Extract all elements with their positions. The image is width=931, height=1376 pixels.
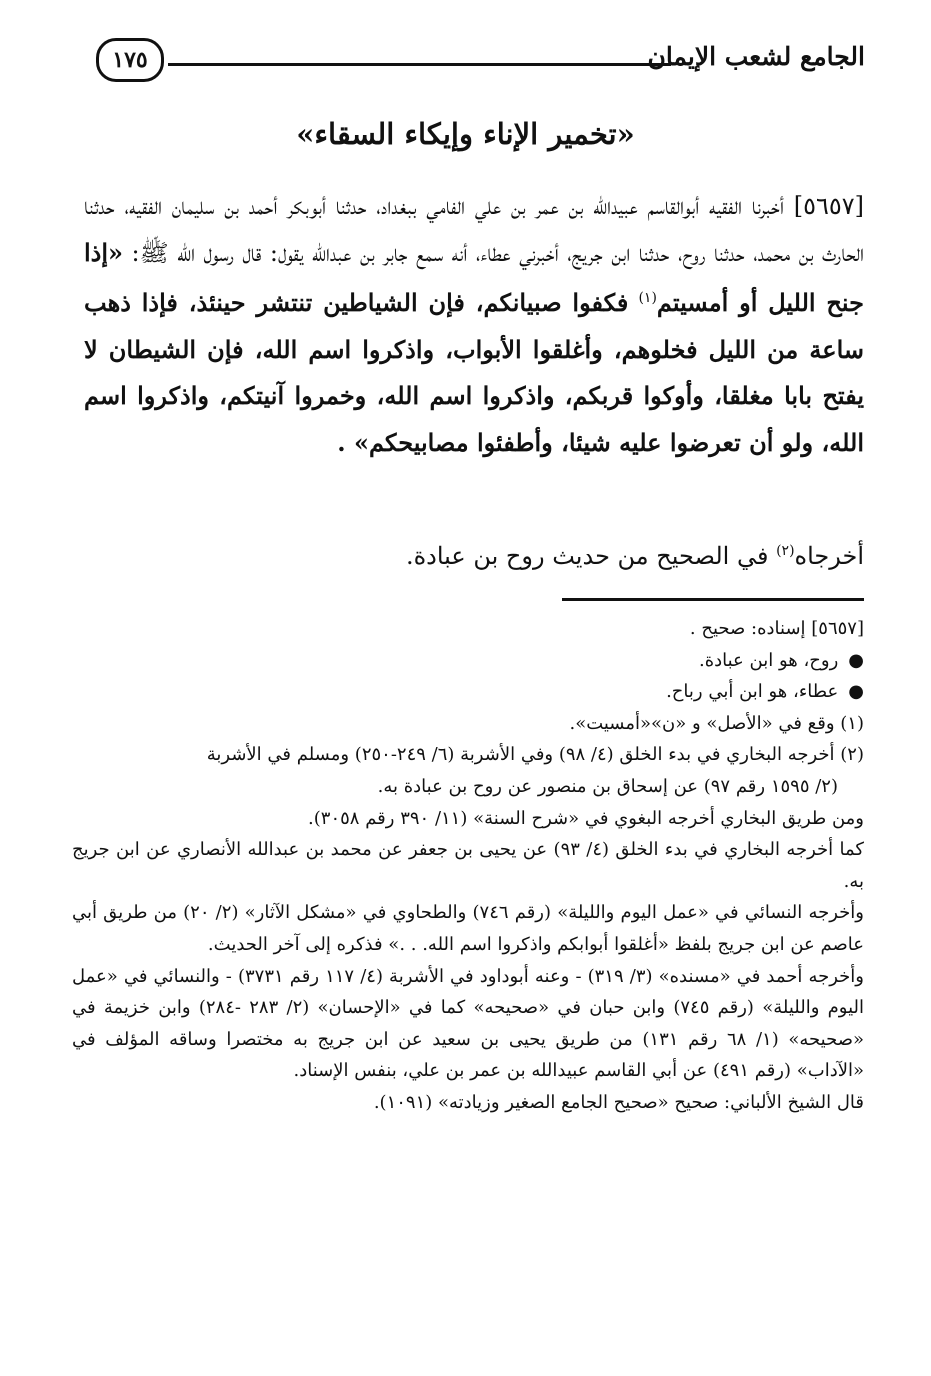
takhrij-end: في الصحيح من حديث روح بن عبادة. (405, 542, 769, 570)
footnote-2-line-1: (٢) أخرجه البخاري في بدء الخلق (٤/ ٩٨) وفي الأشربة (٦/ ٢٤٩-٢٥٠) ومسلم في الأشربة (206, 744, 864, 766)
footnote-albani: قال الشيخ الألباني: صحيح «صحيح الجامع الصغير وزيادته» (١٠٩١). (373, 1091, 864, 1113)
narrator-note (72, 645, 864, 677)
chapter-title: «تخمير الإناء وإيكاء السقاء» (296, 117, 635, 151)
narrator-note-text: عطاء، هو ابن أبي رباح. (666, 681, 839, 703)
takhrij-start: أخرجاه (794, 542, 864, 570)
page-number: ١٧٥ (112, 47, 148, 73)
takhrij-line (84, 531, 864, 576)
bullet-icon: ● (848, 681, 864, 703)
running-title: الجامع لشعب الإيمان (647, 42, 865, 71)
bullet-icon: ● (848, 649, 864, 671)
matn-opening: «إذا جنح الليل أو أمسيتم (84, 237, 864, 317)
hadith-text (84, 184, 864, 466)
header-rule (168, 63, 671, 66)
narrator-note-text: روح، هو ابن عبادة. (698, 649, 839, 671)
page-number-badge (96, 38, 164, 82)
footnote-ref-1: (١) (638, 290, 657, 306)
footnote-bukhari: كما أخرجه البخاري في بدء الخلق (٤/ ٩٣) عن يحيى بن جعفر عن محمد بن عبدالله الأنصاري عن ابن جريج به. (72, 839, 864, 892)
matn-body: فكفوا صبيانكم، فإن الشياطين تنتشر حينئذ، فإذا ذهب ساعة من الليل فخلوهم، وأغلقوا الأبواب، واذكروا اسم الله، فإن الشيطان لا يفتح بابا مغلقا، وأوكوا قربكم، واذكروا اسم الله، وخمروا آنيتكم، واذكروا اسم الله، ولو أن تعرضوا عليه شيئا، وأطفئوا مصابيحكم» . (84, 288, 864, 457)
isnad: [٥٦٥٧] أخبرنا الفقيه أبوالقاسم عبيدالله بن عمر بن علي الفامي ببغداد، حدثنا أبوبكر أحمد بن سليمان الفقيه، حدثنا الحارث بن محمد، حدثنا روح، حدثنا ابن جريج، أخبرني عطاء، أنه سمع جابر بن عبدالله يقول: قال رسول الله ﷺ: (84, 192, 864, 267)
isnad-grading: [٥٦٥٧] إسناده: صحيح . (689, 618, 864, 639)
footnote-baghawi: ومن طريق البخاري أخرجه البغوي في «شرح السنة» (١١/ ٣٩٠ رقم ٣٠٥٨). (308, 807, 864, 829)
footnotes (72, 613, 864, 1119)
footnote-2-line-2: (٢/ ١٥٩٥ رقم ٩٧) عن إسحاق بن منصور عن روح بن عبادة به. (377, 775, 838, 797)
footnote-nasai: وأخرجه النسائي في «عمل اليوم والليلة» (رقم ٧٤٦) والطحاوي في «مشكل الآثار» (٢/ ٢٠) من طريق أبي عاصم عن ابن جريج بلفظ «أغلقوا أبوابكم واذكروا اسم الله. . .» فذكره إلى آخر الحديث. (72, 902, 864, 955)
narrator-note (72, 676, 864, 708)
footnote-1: (١) وقع في «الأصل» و «ن»«أمسيت». (569, 712, 864, 734)
footnote-ahmad: وأخرجه أحمد في «مسنده» (٣/ ٣١٩) - وعنه أبوداود في الأشربة (٤/ ١١٧ رقم ٣٧٣١) - والنسائي في «عمل اليوم والليلة» (رقم ٧٤٥) وابن حبان في «صحيحه» كما في «الإحسان» (٢/ ٢٨٣ -٢٨٤) وابن خزيمة في «صحيحه» (١/ ٦٨ رقم ١٣١) من طريق يحيى بن سعيد عن ابن جريج به مختصرا وساقه المؤلف في «الآداب» (رقم ٤٩١) عن أبي القاسم عبيدالله بن عمر بن علي، بنفس الإسناد. (72, 965, 864, 1082)
footnote-separator (562, 598, 864, 601)
footnote-ref-2: (٢) (776, 543, 795, 559)
